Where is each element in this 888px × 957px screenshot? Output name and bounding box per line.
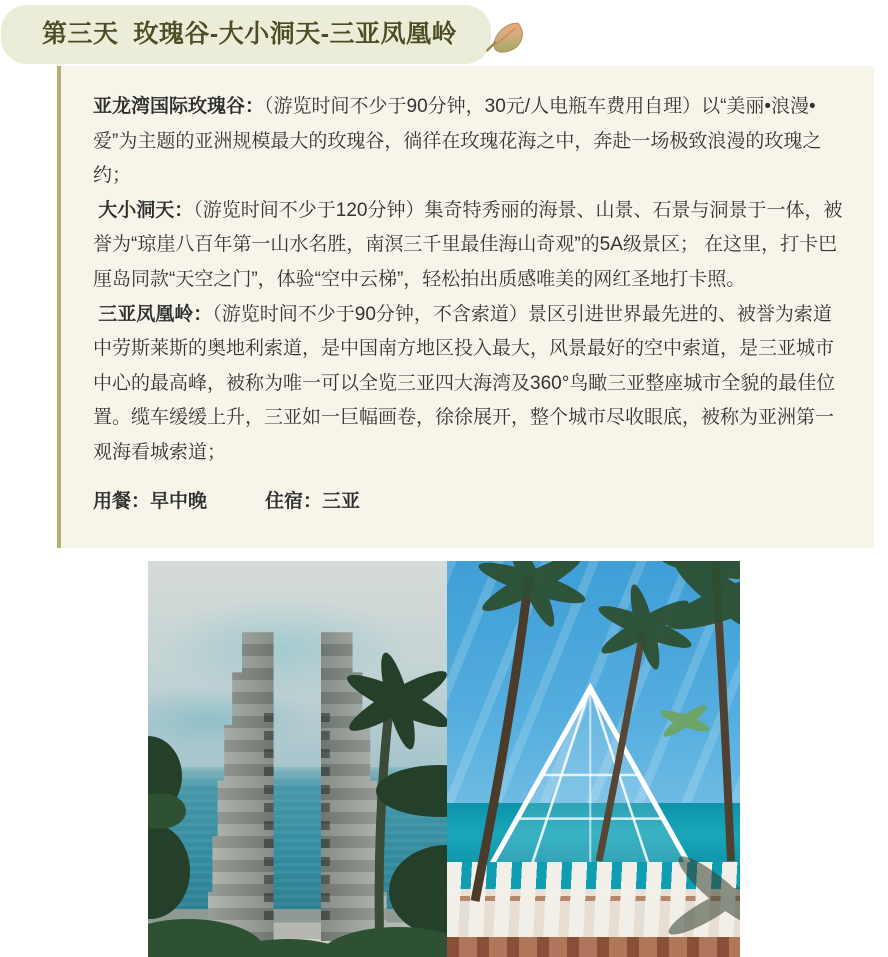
photo-beach-pavilion xyxy=(447,561,740,957)
attraction-name: 大小洞天： xyxy=(93,199,194,221)
attraction-name: 亚龙湾国际玫瑰谷： xyxy=(93,96,265,117)
meals-label: 用餐：早中晚 xyxy=(93,490,208,512)
paragraph-phoenix-ridge xyxy=(93,298,850,471)
meals-accommodation-line xyxy=(93,485,850,519)
itinerary-box xyxy=(57,66,874,548)
paragraph-text: （游览时间不少于90分钟，30元/人电瓶车费用自理）以“美丽•浪漫•爱”为主题的亚洲规模最大的玫瑰谷，徜徉在玫瑰花海之中，奔赴一场极致浪漫的玫瑰之约； xyxy=(93,96,822,187)
photo-strip xyxy=(148,561,740,957)
paragraph-daxiaodongtian xyxy=(93,194,850,298)
paragraph-rose-valley xyxy=(93,90,850,194)
palm-trees xyxy=(447,561,740,957)
paragraph-text: （游览时间不少于90分钟，不含索道）景区引进世界最先进的、被誉为索道中劳斯莱斯的奥地利索道，是中国南方地区投入最大，风景最好的空中索道，是三亚城市中心的最高峰，被称为唯一可以全览三亚四大海湾及360°鸟瞰三亚整座城市全貌的最佳位置。缆车缓缓上升，三亚如一巨幅画卷，徐徐展开，整个城市尽收眼底，被称为亚洲第一观海看城索道； xyxy=(93,303,836,463)
day-banner-title: 第三天 玫瑰谷-大小洞天-三亚凤凰岭 xyxy=(42,20,458,48)
attraction-name: 三亚凤凰岭： xyxy=(93,303,213,325)
palm-foliage xyxy=(148,561,447,957)
photo-bali-gate xyxy=(148,561,447,957)
paragraph-text: （游览时间不少于120分钟）集奇特秀丽的海景、山景、石景与洞景于一体，被誉为“琼崖八百年第一山水名胜，南溟三千里最佳海山奇观”的5A级景区； 在这里，打卡巴厘岛同款“天空之门”，体验“空中云梯”，轻松拍出质感唯美的网红圣地打卡照。 xyxy=(93,199,843,290)
autumn-leaf-icon xyxy=(482,14,532,64)
day-banner xyxy=(14,9,483,57)
accommodation-label: 住宿：三亚 xyxy=(265,490,361,512)
